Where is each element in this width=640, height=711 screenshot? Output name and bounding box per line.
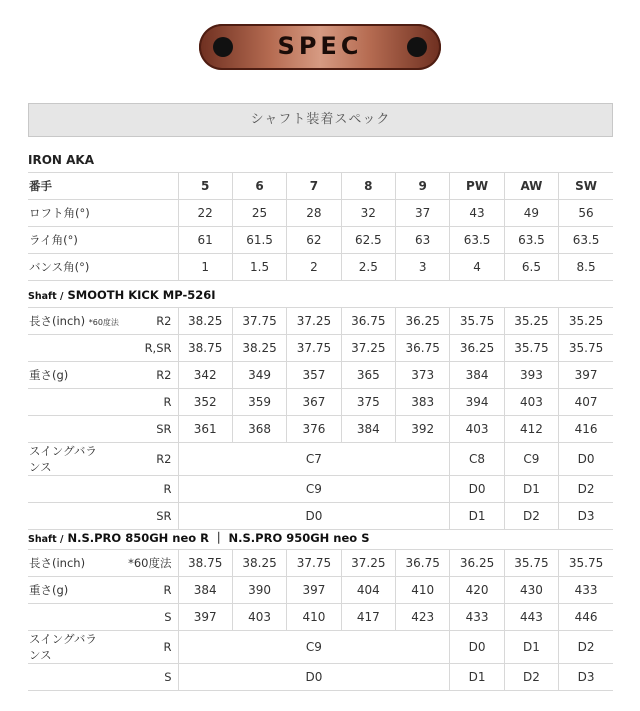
length-label: 長さ(inch): [29, 314, 86, 328]
table-row: [28, 604, 613, 631]
table-cell: 433: [559, 577, 613, 604]
table-cell: 35.75: [559, 335, 613, 362]
table-cell: 63.5: [504, 227, 558, 254]
table-cell: 61: [178, 227, 232, 254]
table-cell: 357: [287, 362, 341, 389]
table-cell: C8: [450, 443, 504, 476]
length-label-cell: [28, 308, 119, 335]
table-row: [28, 389, 613, 416]
balance-span-cell: D0: [178, 664, 450, 691]
table-cell: 1: [178, 254, 232, 281]
table-cell: D3: [559, 664, 613, 691]
table-cell: 28: [287, 200, 341, 227]
table-cell: 32: [341, 200, 395, 227]
table-cell: 63.5: [450, 227, 504, 254]
shaft1-prefix: Shaft /: [28, 291, 64, 302]
table-cell: D2: [504, 503, 558, 530]
table-cell: 375: [341, 389, 395, 416]
table-cell: 43: [450, 200, 504, 227]
row-label: ライ角(°): [28, 227, 178, 254]
spec-header: [0, 0, 640, 90]
table-cell: 367: [287, 389, 341, 416]
table-row: [28, 254, 613, 281]
table-cell: 410: [396, 577, 450, 604]
table-row: [28, 362, 613, 389]
table-cell: D3: [559, 503, 613, 530]
table-cell: D1: [450, 503, 504, 530]
table-row: [28, 173, 613, 200]
table-cell: 6.5: [504, 254, 558, 281]
shaft2-spec-table: [28, 549, 613, 691]
table-row: [28, 476, 613, 503]
row-label-empty: [28, 604, 108, 631]
table-cell: 359: [232, 389, 286, 416]
table-cell: 403: [232, 604, 286, 631]
table-cell: 36.75: [396, 550, 450, 577]
length-note: *60度法: [88, 318, 119, 327]
table-cell: 36.75: [341, 308, 395, 335]
row-label-empty: [28, 389, 108, 416]
table-cell: 373: [396, 362, 450, 389]
table-cell: 2: [287, 254, 341, 281]
table-cell: 22: [178, 200, 232, 227]
row-label-empty: [28, 416, 108, 443]
table-cell: 35.75: [504, 550, 558, 577]
table-cell: 36.25: [450, 550, 504, 577]
row-label: バンス角(°): [28, 254, 178, 281]
balance-span-cell: D0: [178, 503, 450, 530]
table-cell: 37.25: [341, 550, 395, 577]
table-cell: 397: [559, 362, 613, 389]
table-cell: 403: [450, 416, 504, 443]
table-cell: 63.5: [559, 227, 613, 254]
table-row: [28, 577, 613, 604]
table-cell: 25: [232, 200, 286, 227]
shaft2-prefix: Shaft /: [28, 534, 64, 545]
table-cell: 49: [504, 200, 558, 227]
shaft1-spec-table: [28, 307, 613, 530]
table-row: [28, 335, 613, 362]
iron-table-body: [28, 173, 613, 281]
table-cell: 35.25: [559, 308, 613, 335]
table-cell: 404: [341, 577, 395, 604]
table-cell: 376: [287, 416, 341, 443]
flex-label: R: [108, 389, 178, 416]
column-header: 6: [232, 173, 286, 200]
column-header: 8: [341, 173, 395, 200]
flex-label: R,SR: [108, 335, 178, 362]
table-cell: 393: [504, 362, 558, 389]
flex-label: R: [108, 577, 178, 604]
table-cell: 38.25: [178, 308, 232, 335]
column-header: PW: [450, 173, 504, 200]
table-cell: D1: [450, 664, 504, 691]
spec-badge: [199, 24, 441, 70]
table-cell: 368: [232, 416, 286, 443]
flex-label: R2: [108, 443, 178, 476]
row-label: ロフト角(°): [28, 200, 178, 227]
flex-label: S: [108, 604, 178, 631]
table-cell: 365: [341, 362, 395, 389]
table-cell: 37.25: [341, 335, 395, 362]
balance-span-cell: C7: [178, 443, 450, 476]
column-header-label: 番手: [28, 173, 178, 200]
table-cell: 417: [341, 604, 395, 631]
shaft1-name: SMOOTH KICK MP-526I: [67, 288, 216, 302]
table-cell: D0: [450, 631, 504, 664]
table-cell: 36.25: [396, 308, 450, 335]
row-label-empty: [28, 335, 108, 362]
table-cell: 430: [504, 577, 558, 604]
table-cell: 392: [396, 416, 450, 443]
column-header: 7: [287, 173, 341, 200]
balance-label: スイングバランス: [28, 443, 108, 476]
balance-span-cell: C9: [178, 631, 450, 664]
table-row: [28, 550, 613, 577]
table-cell: 35.75: [504, 335, 558, 362]
flex-label: R: [108, 476, 178, 503]
table-row: [28, 308, 613, 335]
length-note: *60度法: [108, 550, 178, 577]
balance-label: スイングバランス: [28, 631, 108, 664]
row-label-empty: [28, 503, 108, 530]
table-cell: 35.75: [450, 308, 504, 335]
table-cell: D2: [559, 631, 613, 664]
table-cell: 4: [450, 254, 504, 281]
table-cell: 397: [178, 604, 232, 631]
table-row: [28, 416, 613, 443]
flex-label: R2: [108, 308, 178, 335]
table-cell: 38.25: [232, 335, 286, 362]
shaft2-table-body: [28, 550, 613, 691]
flex-label: R2: [108, 362, 178, 389]
table-cell: 62.5: [341, 227, 395, 254]
table-cell: D0: [559, 443, 613, 476]
table-cell: 2.5: [341, 254, 395, 281]
table-cell: 8.5: [559, 254, 613, 281]
flex-label: SR: [108, 416, 178, 443]
table-cell: 36.25: [450, 335, 504, 362]
table-row: [28, 443, 613, 476]
spec-title: SPEC: [277, 32, 363, 60]
table-cell: 446: [559, 604, 613, 631]
table-cell: 62: [287, 227, 341, 254]
table-cell: 443: [504, 604, 558, 631]
table-cell: 36.75: [396, 335, 450, 362]
iron-spec-table: [28, 172, 613, 281]
table-cell: 397: [287, 577, 341, 604]
table-row: [28, 200, 613, 227]
table-row: [28, 664, 613, 691]
table-cell: 37: [396, 200, 450, 227]
table-cell: 56: [559, 200, 613, 227]
table-cell: 37.75: [287, 335, 341, 362]
balance-span-cell: C9: [178, 476, 450, 503]
table-cell: 3: [396, 254, 450, 281]
table-cell: 38.25: [232, 550, 286, 577]
row-label-empty: [28, 476, 108, 503]
shaft1-table-body: [28, 308, 613, 530]
flex-label: SR: [108, 503, 178, 530]
table-cell: 407: [559, 389, 613, 416]
table-cell: D1: [504, 476, 558, 503]
table-cell: 37.25: [287, 308, 341, 335]
row-label-empty: [28, 664, 108, 691]
column-header: 9: [396, 173, 450, 200]
table-cell: 63: [396, 227, 450, 254]
table-cell: 410: [287, 604, 341, 631]
badge-dot-right-icon: [407, 37, 427, 57]
table-cell: 61.5: [232, 227, 286, 254]
table-cell: 423: [396, 604, 450, 631]
column-header: SW: [559, 173, 613, 200]
shaft-spec-banner: シャフト装着スペック: [28, 103, 613, 137]
table-row: [28, 227, 613, 254]
table-cell: 420: [450, 577, 504, 604]
table-cell: 342: [178, 362, 232, 389]
table-cell: 35.25: [504, 308, 558, 335]
table-cell: D1: [504, 631, 558, 664]
table-cell: 433: [450, 604, 504, 631]
shaft2-heading: [28, 530, 369, 546]
table-cell: 403: [504, 389, 558, 416]
flex-label: S: [108, 664, 178, 691]
table-cell: 412: [504, 416, 558, 443]
column-header: 5: [178, 173, 232, 200]
table-cell: 1.5: [232, 254, 286, 281]
table-cell: 384: [178, 577, 232, 604]
table-cell: 352: [178, 389, 232, 416]
table-cell: 384: [341, 416, 395, 443]
table-cell: D0: [450, 476, 504, 503]
table-cell: 37.75: [232, 308, 286, 335]
table-cell: 384: [450, 362, 504, 389]
table-row: [28, 631, 613, 664]
table-row: [28, 503, 613, 530]
column-header: AW: [504, 173, 558, 200]
table-cell: C9: [504, 443, 558, 476]
table-cell: 361: [178, 416, 232, 443]
weight-label: 重さ(g): [28, 577, 108, 604]
flex-label: R: [108, 631, 178, 664]
shaft1-heading: [28, 288, 216, 302]
table-cell: 349: [232, 362, 286, 389]
table-cell: 416: [559, 416, 613, 443]
table-cell: 383: [396, 389, 450, 416]
table-cell: 35.75: [559, 550, 613, 577]
table-cell: D2: [504, 664, 558, 691]
length-label: 長さ(inch): [28, 550, 108, 577]
shaft2-name: N.S.PRO 850GH neo R ｜ N.S.PRO 950GH neo S: [67, 531, 370, 545]
table-cell: 394: [450, 389, 504, 416]
table-cell: 38.75: [178, 335, 232, 362]
weight-label: 重さ(g): [28, 362, 108, 389]
table-cell: D2: [559, 476, 613, 503]
table-cell: 390: [232, 577, 286, 604]
iron-title: IRON AKA: [28, 153, 94, 167]
table-cell: 37.75: [287, 550, 341, 577]
table-cell: 38.75: [178, 550, 232, 577]
